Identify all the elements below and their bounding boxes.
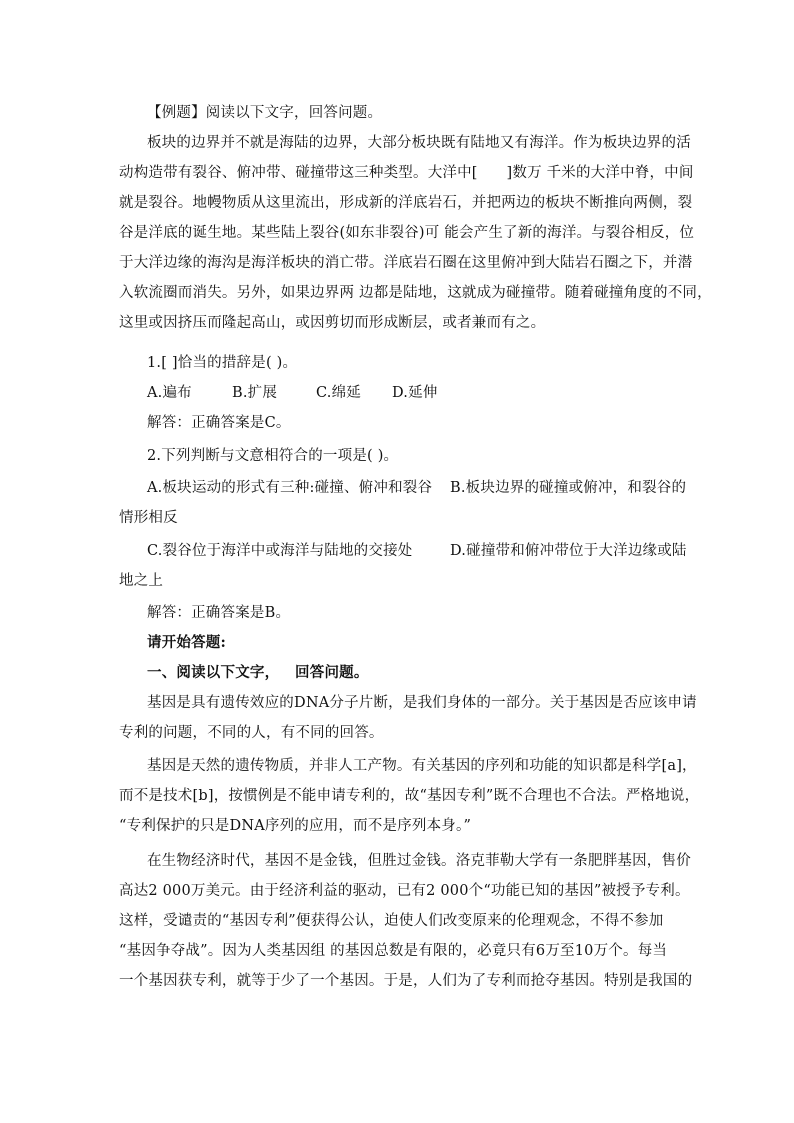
question-1-option-d: D.延伸 xyxy=(392,385,438,401)
question-2-stem: 2.下列判断与文意相符合的一项是( )。 xyxy=(147,448,399,464)
section-1-line: 高达2 000万美元。由于经济利益的驱动，已有2 000个“功能已知的基因”被授予专利。 xyxy=(119,883,690,899)
section-1-line: 在生物经济时代，基因不是金钱，但胜过金钱。洛克菲勒大学有一条肥胖基因，售价 xyxy=(147,853,691,869)
passage-line: 入软流圈而消失。另外，如果边界两 边都是陆地，这就成为碰撞带。随着碰撞角度的不同， xyxy=(119,285,712,301)
question-2-answer: 解答：正确答案是B。 xyxy=(147,605,291,621)
section-1-line: 而不是技术[b]，按惯例是不能申请专利的，故“基因专利”既不合理也不合法。严格地说， xyxy=(119,788,700,804)
question-2-option-b-cont: 情形相反 xyxy=(119,510,178,526)
passage-line: 于大洋边缘的海沟是海洋板块的消亡带。洋底岩石圈在这里俯冲到大陆岩石圈之下，并潜 xyxy=(119,255,693,271)
section-1-line: 一个基因获专利，就等于少了一个基因。于是，人们为了专利而抢夺基因。特别是我国的 xyxy=(119,973,693,989)
passage-line: 这里或因挤压而隆起高山，或因剪切而形成断层，或者兼而有之。 xyxy=(119,315,546,331)
section-1-line: 这样，受谴责的“基因专利”便获得公认，迫使人们改变原来的伦理观念，不得不参加 xyxy=(119,913,664,929)
section-1-line: 基因是具有遗传效应的DNA分子片断，是我们身体的一部分。关于基因是否应该申请 xyxy=(147,695,697,711)
section-1-line: 基因是天然的遗传物质，并非人工产物。有关基因的序列和功能的知识都是科学[a]， xyxy=(147,758,697,774)
section-1-line: “专利保护的只是DNA序列的应用，而不是序列本身。” xyxy=(119,818,472,834)
question-1-answer: 解答：正确答案是C。 xyxy=(147,415,291,431)
section-1-heading: 一、阅读以下文字， 回答问题。 xyxy=(147,664,369,681)
start-label: 请开始答题: xyxy=(147,634,227,651)
question-1-stem: 1.[ ]恰当的措辞是( )。 xyxy=(147,355,298,371)
question-2-option-b: B.板块边界的碰撞或俯冲，和裂谷的 xyxy=(450,480,687,496)
question-1-option-a: A.遍布 xyxy=(147,385,192,401)
question-2-option-d-cont: 地之上 xyxy=(119,573,164,589)
passage-line: 板块的边界并不就是海陆的边界，大部分板块既有陆地又有海洋。作为板块边界的活 xyxy=(147,135,691,151)
passage-line: 就是裂谷。地幔物质从这里流出，形成新的洋底岩石，并把两边的板块不断推向两侧，裂 xyxy=(119,195,693,211)
passage-line: 谷是洋底的诞生地。某些陆上裂谷(如东非裂谷)可 能会产生了新的海洋。与裂谷相反，位 xyxy=(119,225,695,241)
section-1-line: “基因争夺战”。因为人类基因组 的基因总数是有限的，必竟只有6万至10万个。每当 xyxy=(119,943,668,959)
question-1-option-b: B.扩展 xyxy=(232,385,278,401)
example-title: 【例题】阅读以下文字，回答问题。 xyxy=(147,105,383,121)
question-2-option-c: C.裂谷位于海洋中或海洋与陆地的交接处 xyxy=(147,543,413,559)
question-1-option-c: C.绵延 xyxy=(316,385,361,401)
question-2-option-d: D.碰撞带和俯冲带位于大洋边缘或陆 xyxy=(450,543,687,559)
question-2-option-a: A.板块运动的形式有三种:碰撞、俯冲和裂谷 xyxy=(147,480,433,496)
passage-line: 动构造带有裂谷、俯冲带、碰撞带这三种类型。大洋中[ ]数万 千米的大洋中脊，中间 xyxy=(119,165,694,181)
section-1-line: 专利的问题，不同的人，有不同的回答。 xyxy=(119,725,384,741)
